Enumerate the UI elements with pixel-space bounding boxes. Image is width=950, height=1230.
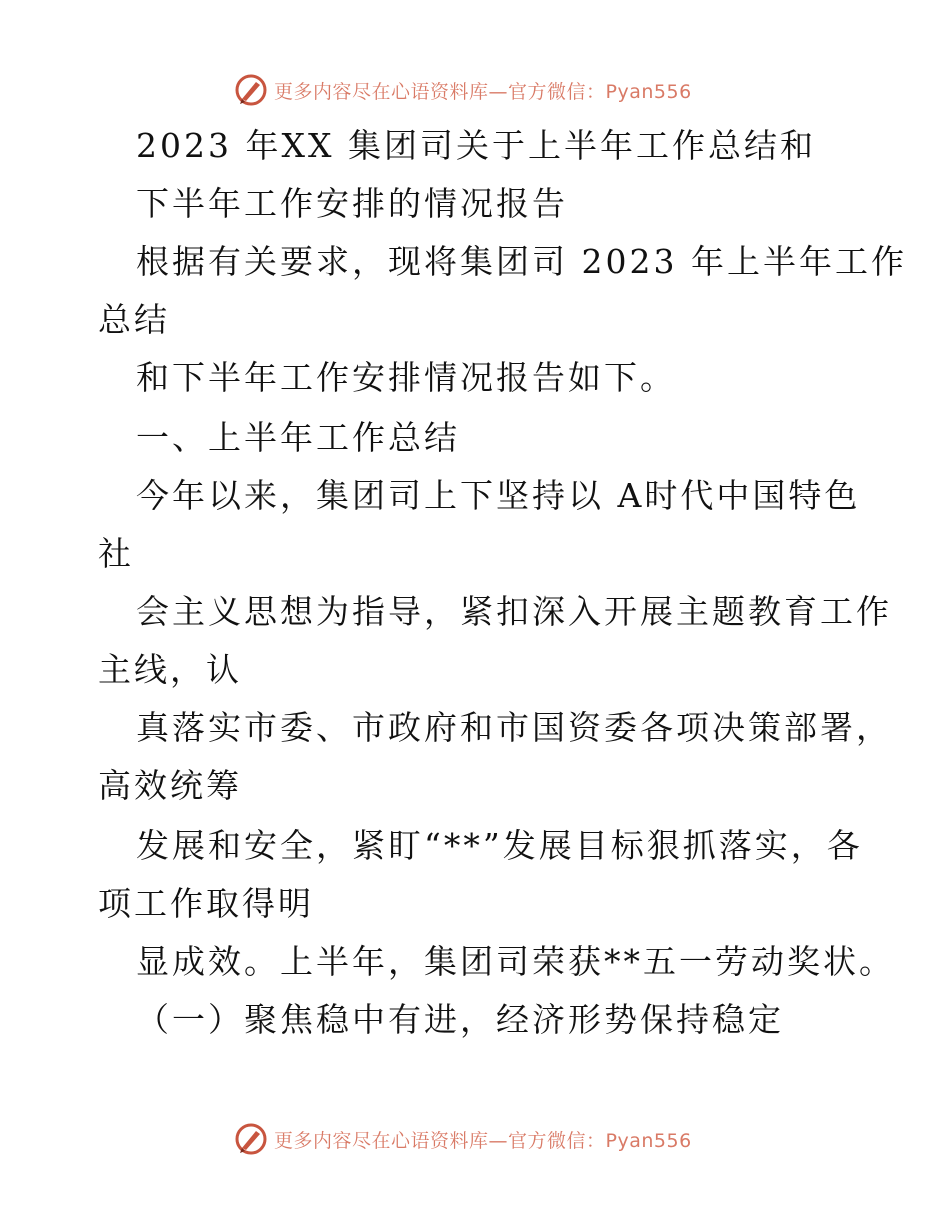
pen-logo-icon [234, 1122, 268, 1156]
body-line: 今年以来，集团司上下坚持以 A时代中国特色 [136, 476, 861, 515]
pen-logo-icon [234, 73, 268, 107]
body-line: 显成效。上半年，集团司荣获**五一劳动奖状。 [136, 942, 895, 981]
watermark-text: 更多内容尽在心语资料库—官方微信：Pyan556 [274, 1129, 692, 1152]
footer-watermark [234, 1119, 692, 1159]
body-line: 社 [98, 534, 134, 573]
document-title-line-1: 2023 年XX 集团司关于上半年工作总结和 [136, 126, 816, 165]
body-line: 高效统筹 [98, 766, 242, 805]
body-line: 会主义思想为指导，紧扣深入开展主题教育工作 [136, 592, 892, 631]
body-line: 总结 [98, 300, 170, 339]
watermark-text: 更多内容尽在心语资料库—官方微信：Pyan556 [274, 80, 692, 103]
section-heading: 一、上半年工作总结 [136, 418, 460, 457]
body-line: 和下半年工作安排情况报告如下。 [136, 358, 676, 397]
subsection-heading: （一）聚焦稳中有进，经济形势保持稳定 [136, 1000, 784, 1039]
header-watermark [234, 70, 692, 110]
body-line: 真落实市委、市政府和市国资委各项决策部署， [136, 708, 892, 747]
body-line: 发展和安全，紧盯“**”发展目标狠抓落实，各 [136, 826, 863, 865]
body-line: 项工作取得明 [98, 884, 314, 923]
body-line: 根据有关要求，现将集团司 2023 年上半年工作 [136, 242, 907, 281]
document-title-line-2: 下半年工作安排的情况报告 [136, 184, 568, 223]
body-line: 主线，认 [98, 650, 242, 689]
